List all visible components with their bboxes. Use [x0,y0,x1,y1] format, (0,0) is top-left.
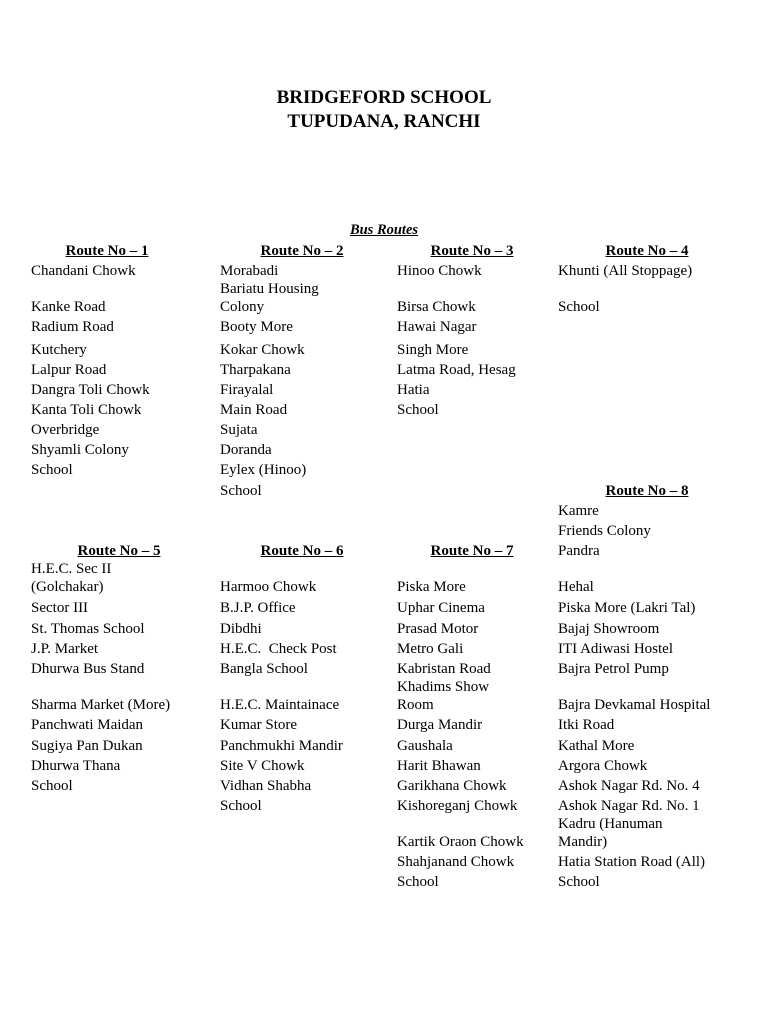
route-8-stop: Kadru (Hanuman [558,816,663,832]
route-3-stop: Latma Road, Hesag [397,362,516,378]
route-8-header: Route No – 8 [605,483,689,499]
route-7-stop: School [397,874,439,890]
route-5-stop: St. Thomas School [31,621,145,637]
route-6-stop: B.J.P. Office [220,600,296,616]
route-5-stop: J.P. Market [31,641,99,657]
bus-routes-heading: Bus Routes [349,222,419,238]
route-4-stop: School [558,299,600,315]
route-7-stop: Kishoreganj Chowk [397,798,518,814]
route-3-stop: Hinoo Chowk [397,263,482,279]
route-5-stop: Sharma Market (More) [31,697,171,713]
route-1-stop: Lalpur Road [31,362,107,378]
route-1-stop: Dangra Toli Chowk [31,382,150,398]
route-1-stop: School [31,462,73,478]
route-1-stop: Overbridge [31,422,100,438]
route-7-stop: Khadims Show [397,679,490,695]
route-8-stop: Friends Colony [558,523,651,539]
route-3-stop: School [397,402,439,418]
route-3-stop: Birsa Chowk [397,299,476,315]
route-2-stop: School [220,483,262,499]
route-7-stop: Garikhana Chowk [397,778,507,794]
route-5-stop: (Golchakar) [31,579,104,595]
route-4-stop: Khunti (All Stoppage) [558,263,693,279]
route-1-stop: Kanta Toli Chowk [31,402,142,418]
route-7-stop: Shahjanand Chowk [397,854,515,870]
route-4-header: Route No – 4 [605,243,689,259]
route-5-stop: School [31,778,73,794]
route-6-stop: Vidhan Shabha [220,778,312,794]
route-8-stop: Ashok Nagar Rd. No. 4 [558,778,700,794]
route-2-stop: Kokar Chowk [220,342,305,358]
route-8-stop: Mandir) [558,834,608,850]
route-2-stop: Main Road [220,402,288,418]
route-7-stop: Room [397,697,434,713]
route-8-stop: Hehal [558,579,594,595]
route-1-stop: Shyamli Colony [31,442,129,458]
route-7-stop: Metro Gali [397,641,464,657]
route-5-stop: Sugiya Pan Dukan [31,738,143,754]
route-7-stop: Harit Bhawan [397,758,481,774]
route-8-stop: Piska More (Lakri Tal) [558,600,696,616]
route-5-stop: Dhurwa Thana [31,758,121,774]
route-6-stop: Panchmukhi Mandir [220,738,343,754]
route-2-header: Route No – 2 [260,243,344,259]
route-6-header: Route No – 6 [260,543,344,559]
route-1-stop: Chandani Chowk [31,263,136,279]
route-6-stop: H.E.C. Check Post [220,641,337,657]
route-5-stop: Dhurwa Bus Stand [31,661,145,677]
route-5-stop: Sector III [31,600,89,616]
route-2-stop: Firayalal [220,382,274,398]
route-6-stop: Site V Chowk [220,758,305,774]
route-8-stop: Kathal More [558,738,635,754]
route-7-stop: Kabristan Road [397,661,491,677]
school-location: TUPUDANA, RANCHI [287,111,481,132]
route-3-stop: Hatia [397,382,430,398]
route-6-stop: Dibdhi [220,621,262,637]
route-8-stop: Kamre [558,503,599,519]
route-7-stop: Gaushala [397,738,453,754]
route-8-stop: Bajra Petrol Pump [558,661,669,677]
route-8-stop: Pandra [558,543,600,559]
route-2-stop: Doranda [220,442,272,458]
route-1-stop: Kanke Road [31,299,106,315]
route-6-stop: Kumar Store [220,717,298,733]
school-name: BRIDGEFORD SCHOOL [276,87,492,108]
route-3-header: Route No – 3 [430,243,514,259]
route-8-stop: Bajaj Showroom [558,621,660,637]
route-7-stop: Piska More [397,579,466,595]
route-2-stop: Colony [220,299,265,315]
route-6-stop: Bangla School [220,661,308,677]
route-5-stop: H.E.C. Sec II [31,561,112,577]
route-3-stop: Singh More [397,342,469,358]
route-5-header: Route No – 5 [77,543,161,559]
route-5-stop: Panchwati Maidan [31,717,144,733]
route-2-stop: Morabadi [220,263,279,279]
route-6-stop: Harmoo Chowk [220,579,317,595]
route-8-stop: ITI Adiwasi Hostel [558,641,673,657]
route-2-stop: Eylex (Hinoo) [220,462,307,478]
document-title [0,86,768,134]
route-1-stop: Radium Road [31,319,114,335]
route-7-stop: Kartik Oraon Chowk [397,834,524,850]
route-3-stop: Hawai Nagar [397,319,477,335]
route-2-stop: Booty More [220,319,293,335]
route-2-stop: Tharpakana [220,362,291,378]
route-7-stop: Uphar Cinema [397,600,485,616]
route-8-stop: Ashok Nagar Rd. No. 1 [558,798,700,814]
route-8-stop: Itki Road [558,717,615,733]
route-2-stop: Bariatu Housing [220,281,319,297]
route-1-header: Route No – 1 [65,243,149,259]
route-8-stop: School [558,874,600,890]
route-7-stop: Prasad Motor [397,621,479,637]
route-6-stop: School [220,798,262,814]
route-8-stop: Argora Chowk [558,758,648,774]
route-8-stop: Hatia Station Road (All) [558,854,706,870]
route-7-stop: Durga Mandir [397,717,483,733]
route-1-stop: Kutchery [31,342,87,358]
route-7-header: Route No – 7 [430,543,514,559]
route-8-stop: Bajra Devkamal Hospital [558,697,711,713]
route-6-stop: H.E.C. Maintainace [220,697,340,713]
route-2-stop: Sujata [220,422,258,438]
